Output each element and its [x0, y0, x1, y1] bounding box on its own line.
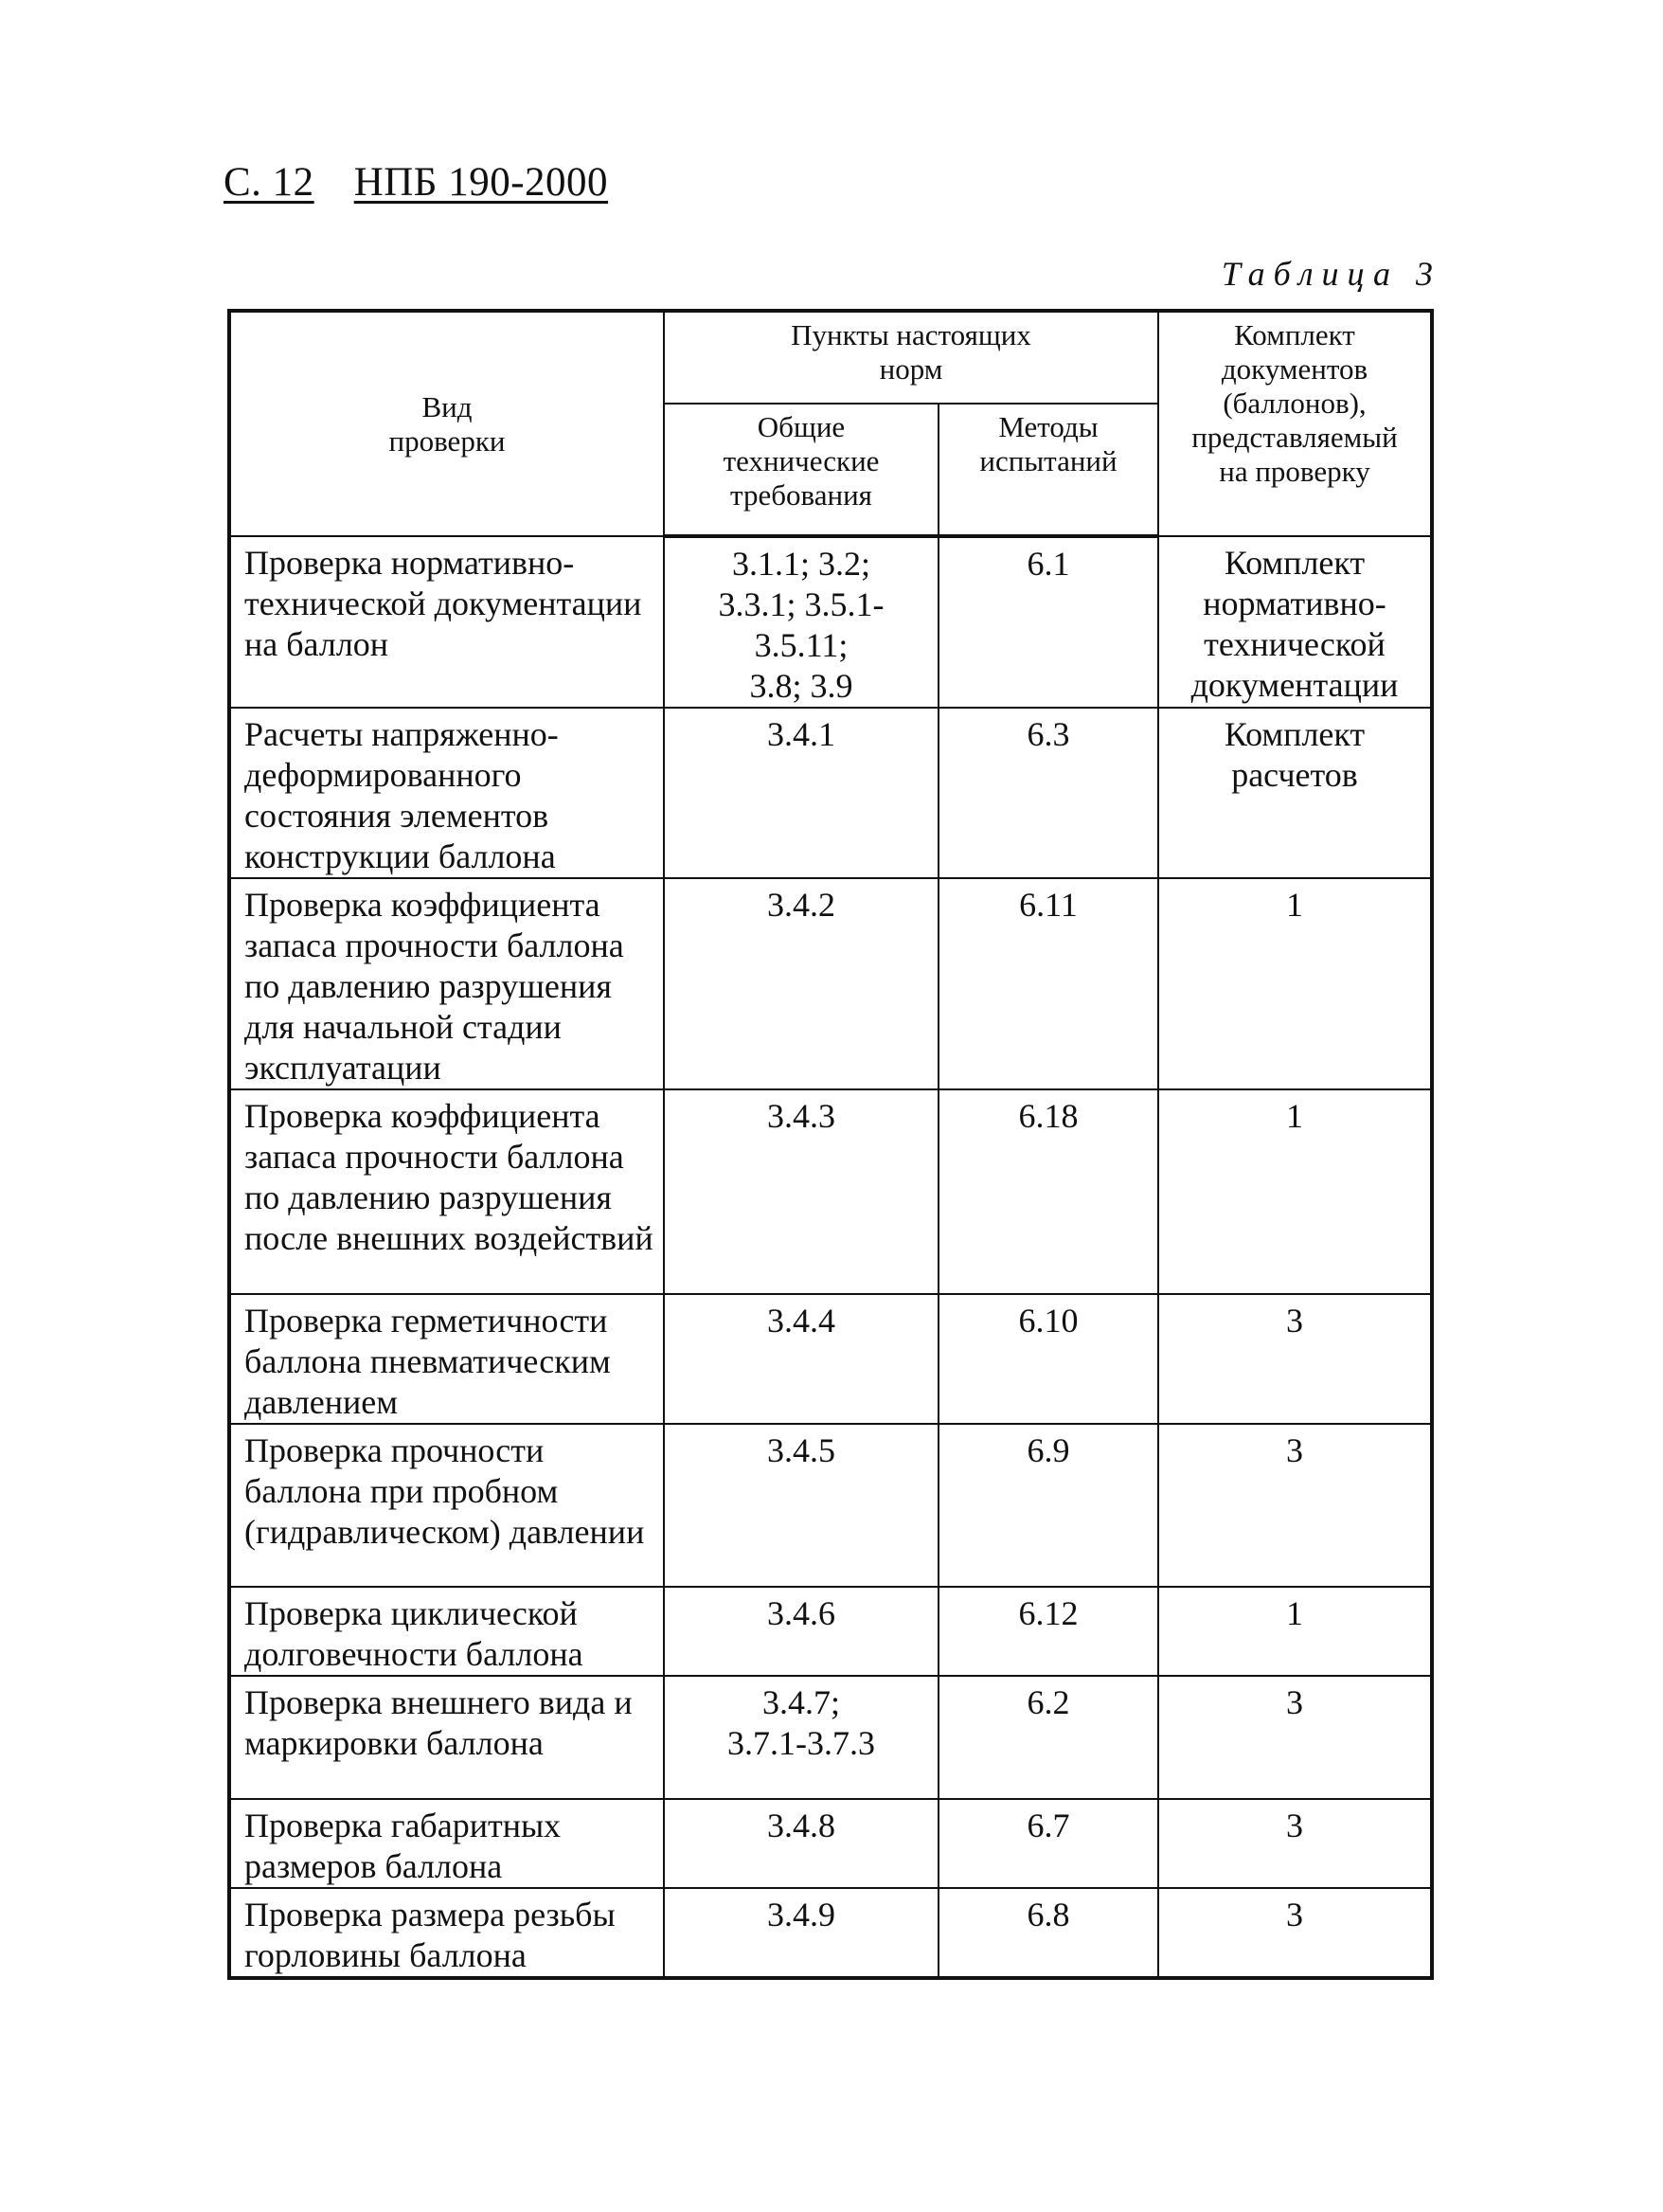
norms-table: [227, 309, 1434, 1980]
test-method-cell: 6.12: [939, 1587, 1158, 1676]
check-name-cell: Проверка прочности баллона при пробном (гидравлическом) давлении: [229, 1424, 664, 1587]
check-name-cell: Проверка герметичности баллона пневматическим давлением: [229, 1294, 664, 1424]
documents-set-cell: 1: [1158, 1587, 1432, 1676]
general-requirements-cell: [664, 1424, 939, 1587]
clause-line: 3.4.3: [767, 1097, 835, 1135]
documents-set-cell: 3: [1158, 1799, 1432, 1888]
test-method-cell: 6.2: [939, 1676, 1158, 1799]
page-number: С. 12: [224, 160, 314, 205]
clause-line: 3.8; 3.9: [749, 667, 853, 705]
clause-line: 3.4.1: [767, 715, 835, 753]
table-row: [229, 536, 1432, 708]
check-name-cell: Расчеты напряженно-деформированного состояния элементов конструкции баллона: [229, 708, 664, 878]
general-requirements-cell: [664, 1799, 939, 1888]
general-requirements-cell: [664, 708, 939, 878]
check-name-cell: Проверка коэффициента запаса прочности баллона по давлению разрушения после внешних воздействий: [229, 1089, 664, 1294]
table-row: [229, 1294, 1432, 1424]
clause-line: 3.4.2: [767, 886, 835, 924]
table-caption: Таблица 3: [1221, 255, 1441, 293]
clause-line: 3.4.8: [767, 1807, 835, 1844]
test-method-cell: 6.9: [939, 1424, 1158, 1587]
test-method-cell: 6.8: [939, 1888, 1158, 1978]
test-method-cell: 6.11: [939, 878, 1158, 1089]
table-row: [229, 1424, 1432, 1587]
header-test-methods: Методы испытаний: [939, 404, 1158, 536]
clause-line: 3.4.6: [767, 1594, 835, 1632]
clause-line: 3.3.1; 3.5.1-: [718, 585, 885, 623]
header-check-kind: Вид проверки: [229, 311, 664, 536]
clause-line: 3.4.5: [767, 1431, 835, 1469]
check-name-cell: Проверка габаритных размеров баллона: [229, 1799, 664, 1888]
test-method-cell: 6.18: [939, 1089, 1158, 1294]
clause-line: 3.4.9: [767, 1896, 835, 1933]
table-row: [229, 1676, 1432, 1799]
general-requirements-cell: [664, 1089, 939, 1294]
test-method-cell: 6.3: [939, 708, 1158, 878]
test-method-cell: 6.1: [939, 536, 1158, 708]
test-method-cell: 6.7: [939, 1799, 1158, 1888]
check-name-cell: Проверка размера резьбы горловины баллона: [229, 1888, 664, 1978]
general-requirements-cell: [664, 1294, 939, 1424]
table-row: [229, 1888, 1432, 1978]
documents-set-cell: Комплект расчетов: [1158, 708, 1432, 878]
check-name-cell: Проверка нормативно-технической документации на баллон: [229, 536, 664, 708]
check-name-cell: Проверка внешнего вида и маркировки баллона: [229, 1676, 664, 1799]
clause-line: 3.4.7;: [761, 1683, 840, 1721]
table-body: [229, 536, 1432, 1978]
documents-set-cell: 3: [1158, 1888, 1432, 1978]
documents-set-cell: 3: [1158, 1424, 1432, 1587]
clause-line: 3.4.4: [767, 1302, 835, 1340]
page-header: [224, 159, 608, 206]
check-name-cell: Проверка циклической долговечности баллона: [229, 1587, 664, 1676]
check-name-cell: Проверка коэффициента запаса прочности баллона по давлению разрушения для начальной стадии эксплуатации: [229, 878, 664, 1089]
document-code: НПБ 190-2000: [353, 160, 609, 205]
table-row: [229, 1089, 1432, 1294]
table-row: [229, 708, 1432, 878]
general-requirements-cell: [664, 878, 939, 1089]
table-row: [229, 878, 1432, 1089]
general-requirements-cell: [664, 1676, 939, 1799]
documents-set-cell: 1: [1158, 878, 1432, 1089]
clause-line: 3.7.1-3.7.3: [727, 1724, 875, 1762]
documents-set-cell: 1: [1158, 1089, 1432, 1294]
documents-set-cell: 3: [1158, 1294, 1432, 1424]
general-requirements-cell: [664, 536, 939, 708]
clause-line: 3.5.11;: [754, 626, 849, 664]
table-row: [229, 1587, 1432, 1676]
documents-set-cell: 3: [1158, 1676, 1432, 1799]
header-general-requirements: Общие технические требования: [664, 404, 939, 536]
general-requirements-cell: [664, 1888, 939, 1978]
header-documents-set: Комплект документов (баллонов), представляемый на проверку: [1158, 311, 1432, 536]
documents-set-cell: Комплект нормативно-технической документации: [1158, 536, 1432, 708]
test-method-cell: 6.10: [939, 1294, 1158, 1424]
clause-line: 3.1.1; 3.2;: [731, 545, 870, 583]
header-clauses-group: Пункты настоящих норм: [664, 311, 1158, 404]
general-requirements-cell: [664, 1587, 939, 1676]
table-row: [229, 1799, 1432, 1888]
